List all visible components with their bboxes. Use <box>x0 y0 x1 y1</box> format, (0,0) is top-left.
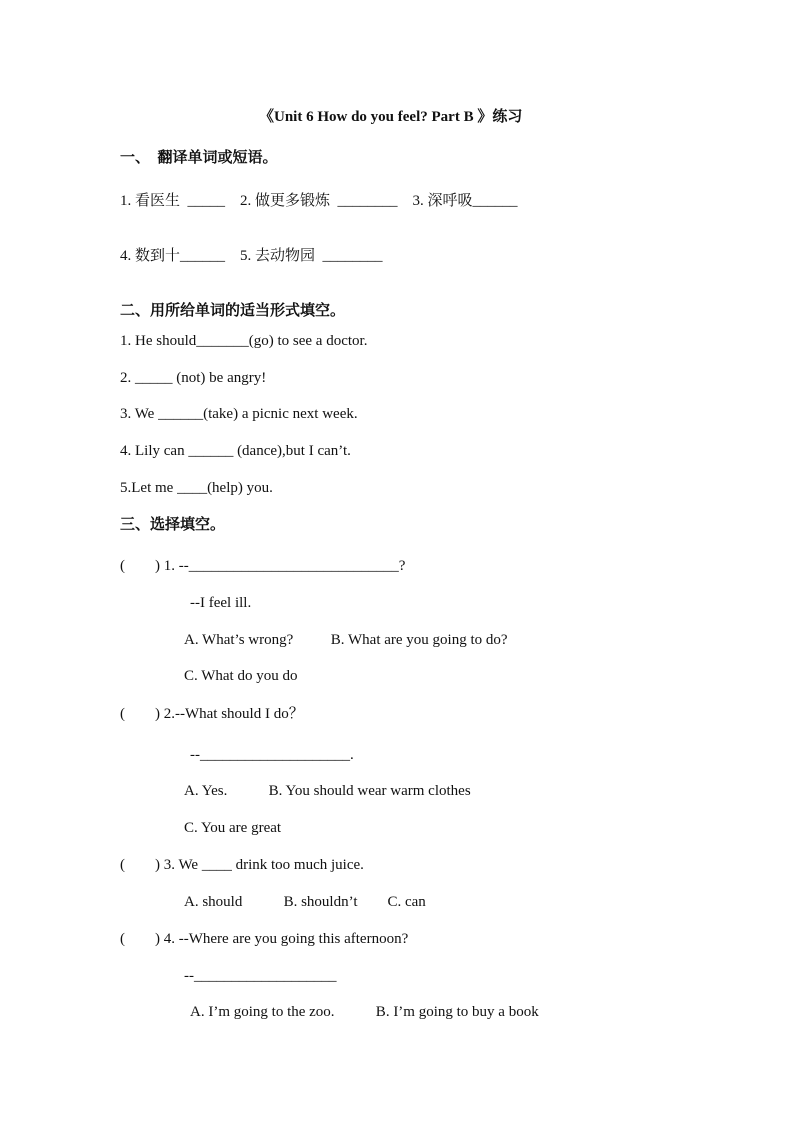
section2-item-5: 5.Let me ____(help) you. <box>120 480 273 496</box>
q1-reply: --I feel ill. <box>190 595 252 611</box>
q4-reply: --___________________ <box>184 968 337 984</box>
q1-option-c: C. What do you do <box>184 668 298 684</box>
section2-item-2: 2. _____ (not) be angry! <box>120 370 267 386</box>
page-title: 《Unit 6 How do you feel? Part B 》练习 <box>259 109 523 125</box>
section2-item-4: 4. Lily can ______ (dance),but I can’t. <box>120 443 351 459</box>
q3-stem: ( ) 3. We ____ drink too much juice. <box>120 857 364 873</box>
q4-options-a-b: A. I’m going to the zoo. B. I’m going to buy a book <box>190 1004 539 1020</box>
section1-heading: 一、 翻译单词或短语。 <box>120 150 278 166</box>
q4-stem: ( ) 4. --Where are you going this afternoon? <box>120 931 409 947</box>
q2-reply: --____________________. <box>190 747 354 763</box>
q1-stem: ( ) 1. --____________________________? <box>120 558 406 574</box>
q2-options-a-b: A. Yes. B. You should wear warm clothes <box>184 783 471 799</box>
q1-options-a-b: A. What’s wrong? B. What are you going to do? <box>184 632 508 648</box>
q2-option-c: C. You are great <box>184 820 282 836</box>
section1-row1: 1. 看医生 _____ 2. 做更多锻炼 ________ 3. 深呼吸______ <box>120 193 518 209</box>
section2-item-3: 3. We ______(take) a picnic next week. <box>120 406 358 422</box>
section2-item-1: 1. He should_______(go) to see a doctor. <box>120 333 368 349</box>
q3-options: A. should B. shouldn’t C. can <box>184 894 426 910</box>
section2-heading: 二、用所给单词的适当形式填空。 <box>120 303 346 319</box>
q2-stem: ( ) 2.--What should I do？ <box>120 706 304 722</box>
section1-row2: 4. 数到十______ 5. 去动物园 ________ <box>120 248 383 264</box>
section3-heading: 三、选择填空。 <box>120 517 226 533</box>
